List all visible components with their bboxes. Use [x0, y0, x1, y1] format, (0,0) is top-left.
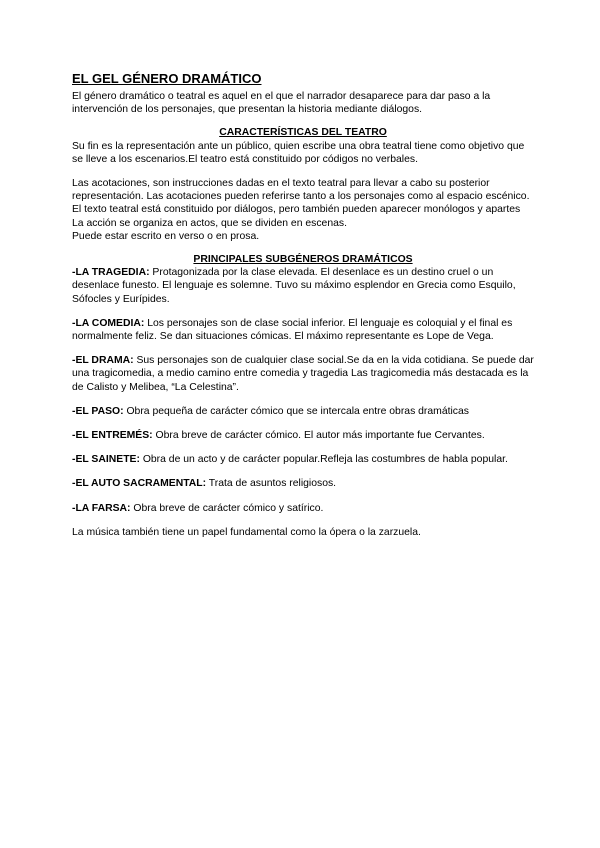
- subgenre-item: [72, 405, 534, 418]
- subgenre-text: Obra de un acto y de carácter popular.Refleja las costumbres de habla popular.: [139, 454, 508, 466]
- intro-paragraph: El género dramático o teatral es aquel en el que el narrador desaparece para dar paso a la intervención de los personajes, que presentan la historia mediante diálogos.: [72, 91, 491, 116]
- closing-paragraph: La música también tiene un papel fundamental como la ópera o la zarzuela.: [72, 526, 421, 538]
- subgenre-text: Sus personajes son de cualquier clase social.Se da en la vida cotidiana. Se puede dar una tragicomedia, a medio camino entre comedia y tragedia Las tragicomedia más destacada es la de Calisto y Melibea, “La Celestina”.: [72, 355, 534, 393]
- paragraph: La acción se organiza en actos, que se dividen en escenas.: [72, 217, 347, 229]
- subgenre-term: -LA FARSA:: [72, 502, 131, 514]
- subgenre-term: -EL DRAMA:: [72, 355, 134, 367]
- paragraph: Puede estar escrito en verso o en prosa.: [72, 230, 260, 242]
- subgenre-text: Los personajes son de clase social inferior. El lenguaje es coloquial y el final es normalmente feliz. Se dan situaciones cómicas. El máximo representante es Lope de Vega.: [72, 317, 513, 343]
- subgenre-item: [72, 354, 534, 394]
- subgenre-term: -EL AUTO SACRAMENTAL:: [72, 478, 207, 490]
- subgenre-item: [72, 429, 534, 442]
- subgenre-item: [72, 453, 534, 466]
- document-title: EL GEL GÉNERO DRAMÁTICO: [72, 71, 262, 86]
- subgenre-item: [72, 317, 534, 343]
- subgenre-text: Trata de asuntos religiosos.: [206, 478, 337, 490]
- subgenre-term: -LA TRAGEDIA:: [72, 267, 150, 279]
- section-heading-characteristics: CARACTERÍSTICAS DEL TEATRO: [219, 127, 387, 139]
- subgenre-text: Obra pequeña de carácter cómico que se intercala entre obras dramáticas: [123, 405, 469, 417]
- subgenre-term: -EL SAINETE:: [72, 454, 140, 466]
- subgenre-term: -LA COMEDIA:: [72, 317, 145, 329]
- subgenre-text: Obra breve de carácter cómico. El autor más importante fue Cervantes.: [152, 430, 485, 442]
- paragraph: Su fin es la representación ante un público, quien escribe una obra teatral tiene como objetivo que se lleve a los escenarios.El teatro está constituido por códigos no verbales.: [72, 140, 525, 165]
- subgenre-term: -EL ENTREMÉS:: [72, 430, 153, 442]
- subgenre-item: [72, 477, 534, 490]
- subgenre-item: [72, 502, 534, 515]
- subgenre-text: Protagonizada por la clase elevada. El desenlace es un destino cruel o un desenlace funesto. El lenguaje es solemne. Tuvo su máximo esplendor en Grecia como Esquilo, Sófocles y Eurípides.: [72, 267, 516, 305]
- subgenre-text: Obra breve de carácter cómico y satírico.: [130, 502, 324, 514]
- paragraph: El texto teatral está constituido por diálogos, pero también pueden aparecer monólogos y apartes: [72, 204, 521, 216]
- paragraph: Las acotaciones, son instrucciones dadas en el texto teatral para llevar a cabo su posterior representación. Las acotaciones pueden referirse tanto a los personajes como al espacio escénico.: [72, 178, 530, 203]
- section-heading-subgenres: PRINCIPALES SUBGÉNEROS DRAMÁTICOS: [193, 254, 413, 266]
- subgenre-term: -EL PASO:: [72, 405, 124, 417]
- document-body: [72, 71, 534, 539]
- subgenre-item: [72, 266, 534, 306]
